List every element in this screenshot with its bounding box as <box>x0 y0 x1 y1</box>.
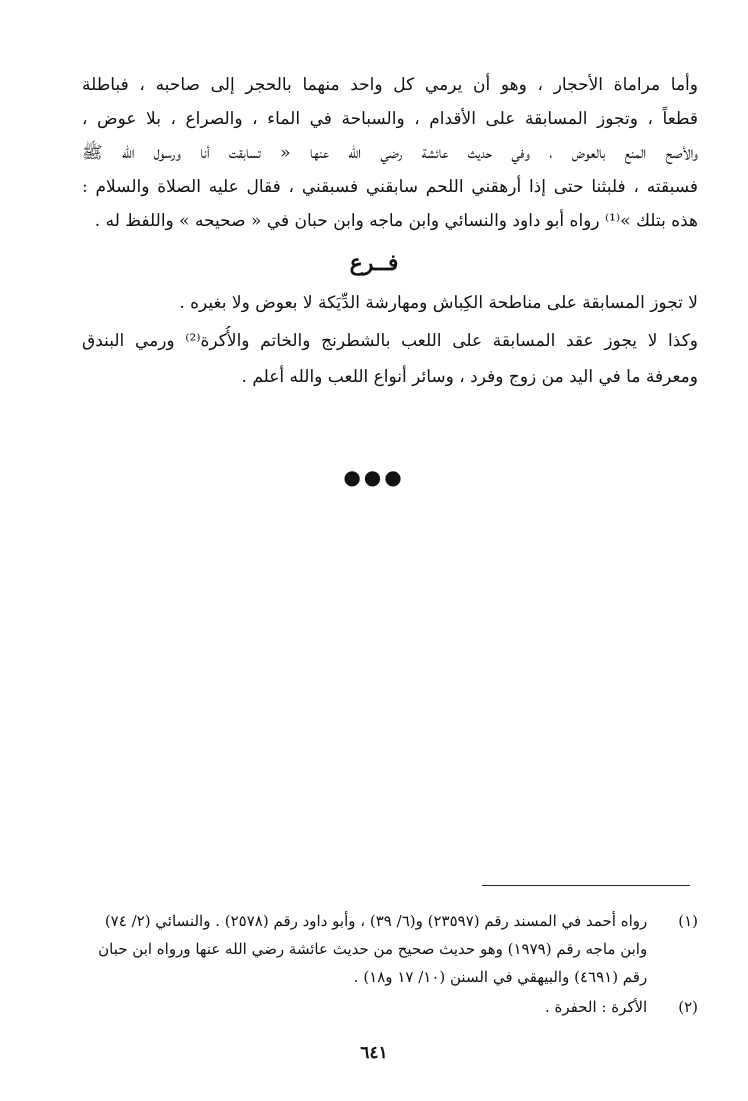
body-line-2: قطعاً ، وتجوز المسابقة على الأقدام ، والسباحة في الماء ، والصراع ، بلا عوض ، <box>82 109 698 129</box>
footnote-2-number: (٢) <box>678 998 698 1016</box>
body-line-3: والأصح المنع بالعوض ، وفي حديث عائشة رضي الله عنها « تسابقت أنا ورسول الله ﷺ <box>82 143 698 163</box>
body-line-1: وأما مراماة الأحجار ، وهو أن يرمي كل واحد منهما بالحجر إلى صاحبه ، فباطلة <box>82 75 698 95</box>
section-line-2: وكذا لا يجوز عقد المسابقة على اللعب بالشطرنج والخاتم والأُكرة⁽²⁾ ورمي البندق <box>82 331 698 351</box>
body-line-5: هذه بتلك »⁽¹⁾ رواه أبو داود والنسائي وابن ماجه وابن حبان في « صحيحه » واللفظ له . <box>94 211 698 231</box>
footnote-1-text-2: وابن ماجه رقم (١٩٧٩) وهو حديث صحيح من حديث عائشة رضي الله عنها ورواه ابن حبان <box>98 940 648 958</box>
section-line-1: لا تجوز المسابقة على مناطحة الكِباش ومهارشة الدِّيَكة لا بعوض ولا بغيره . <box>179 293 698 313</box>
footnote-2-text-1: الأكرة : الحفرة . <box>544 998 648 1016</box>
footnote-1-text-1: رواه أحمد في المسند رقم (٢٣٥٩٧) و(٦/ ٣٩) ، وأبو داود رقم (٢٥٧٨) . والنسائي (٢/ ٧٤) <box>104 912 648 930</box>
footnote-1-line-2 <box>48 936 698 962</box>
page-number: ٦٤١ <box>360 1043 388 1063</box>
footnote-1-text-3: رقم (٤٦٩١) والبيهقي في السنن (١٠/ ١٧ و١٨) . <box>353 968 648 986</box>
body-line-4: فسبقته ، فلبثنا حتى إذا أرهقني اللحم سابقني فسبقني ، فقال عليه الصلاة والسلام : <box>82 177 698 197</box>
footnote-divider <box>482 885 690 886</box>
footnote-1-number: (١) <box>678 912 698 930</box>
footnote-1-line-1 <box>48 908 698 934</box>
section-heading: فــرع <box>349 250 399 276</box>
section-separator: ●●● <box>343 465 405 489</box>
section-line-3: ومعرفة ما في اليد من زوج وفرد ، وسائر أنواع اللعب والله أعلم . <box>241 367 698 387</box>
footnote-1-line-3 <box>48 964 698 990</box>
footnote-2-line-1 <box>48 994 698 1020</box>
